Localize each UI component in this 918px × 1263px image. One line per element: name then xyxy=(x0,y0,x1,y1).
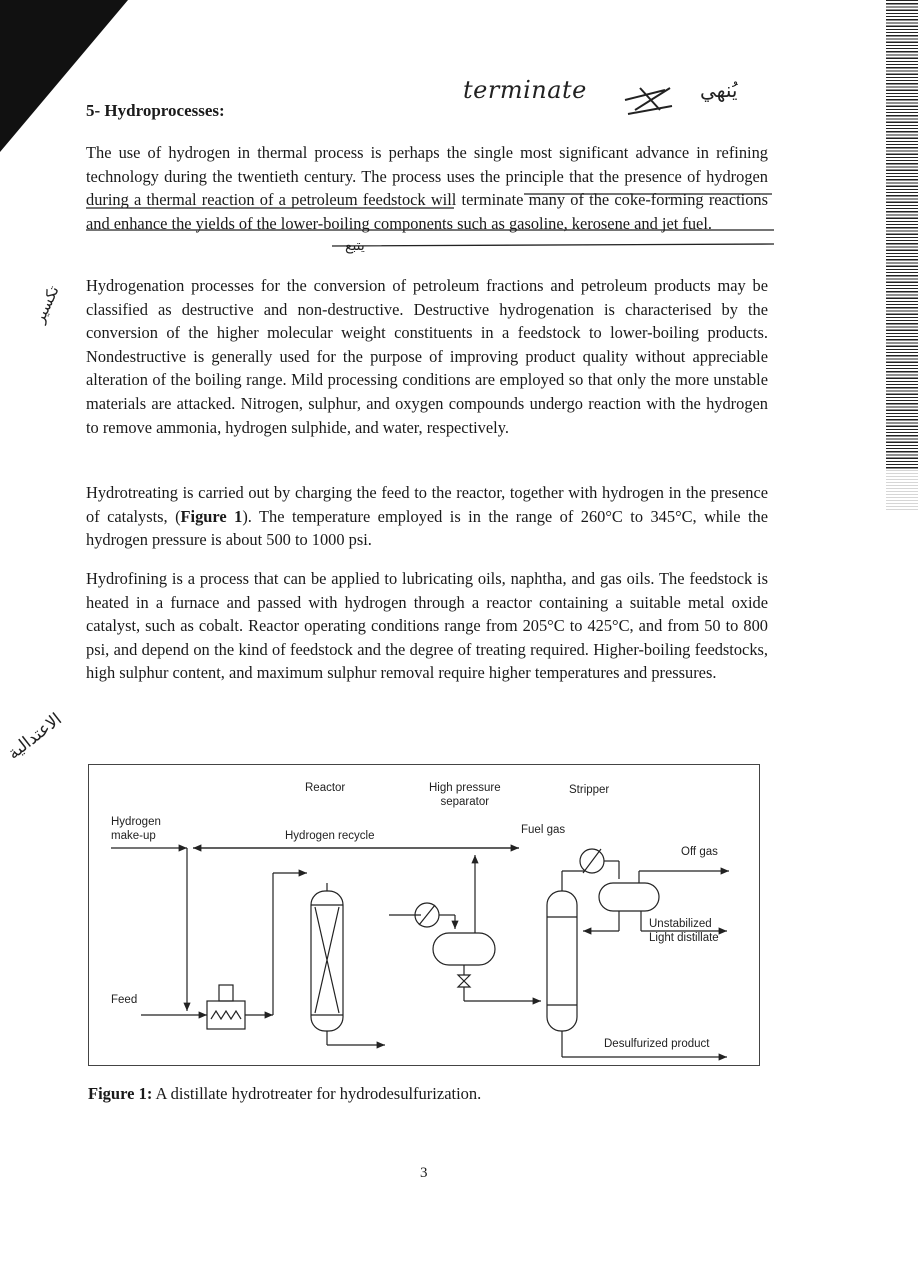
caption-label: Figure 1: xyxy=(88,1084,153,1103)
label-reactor: Reactor xyxy=(305,782,346,794)
paragraph-hydrotreating xyxy=(86,481,768,552)
label-off-gas: Off gas xyxy=(681,846,718,858)
paragraph-hydrogenation: Hydrogenation processes for the conversion of petroleum fractions and petroleum products may be classified as destructive and non-destructive. Destructive hydrogenation is characterised by the conversion of the higher molecular weight constituents in a feedstock to lower-boiling products. Nondestructive is generally used for the purpose of improving product quality without appreciable alteration of the boiling range. Mild processing conditions are employed so that only the more unstable materials are attacked. Nitrogen, sulphur, and oxygen compounds undergo reaction with the hydrogen to remove ammonia, hydrogen sulphide, and water, respectively. xyxy=(86,276,768,437)
page-number: 3 xyxy=(420,1165,428,1181)
paragraph-intro: The use of hydrogen in thermal process is perhaps the single most significant advance in refining technology during the twentieth century. The process uses the principle that the presence of hydrogen during a thermal reaction of a petroleum feedstock will terminate many of the coke-forming reactions and enhance the yields of the lower-boiling components such as gasoline, kerosene and jet fuel. xyxy=(86,143,768,233)
handwritten-margin-para4: الاعتدالية xyxy=(4,709,66,764)
hydrotreating-text-a: Hydrotreating is carried out by charging the feed to the reactor, together with hydrogen in the presence of catalysts, ( xyxy=(86,483,768,526)
label-unstabilized-light-distillate: Unstabilized Light distillate xyxy=(649,918,719,944)
label-desulfurized-product: Desulfurized product xyxy=(604,1038,710,1050)
figure-caption xyxy=(88,1084,481,1104)
scan-edge-pattern xyxy=(886,0,918,470)
label-stripper: Stripper xyxy=(569,784,610,796)
label-fuel-gas: Fuel gas xyxy=(521,824,566,836)
handwritten-scribble xyxy=(620,80,680,120)
hydrotreating-text-b: ). The temperature employed is in the range of 260°C to 345°C, while the hydrogen pressure is about 500 to 1000 psi. xyxy=(86,506,768,550)
handwritten-arabic-line3: يتبع xyxy=(345,238,365,254)
section-heading: 5- Hydroprocesses: xyxy=(86,101,225,120)
scan-corner-shadow xyxy=(0,0,140,160)
label-hydrogen-recycle: Hydrogen recycle xyxy=(285,830,375,842)
label-hydrogen-makeup: Hydrogen make-up xyxy=(111,816,161,842)
figure-hydrotreater-diagram xyxy=(88,764,760,1066)
caption-text: A distillate hydrotreater for hydrodesulfurization. xyxy=(152,1084,482,1103)
scan-edge-pattern-fade xyxy=(886,470,918,510)
label-hp-separator: High pressure separator xyxy=(429,782,501,808)
flow-diagram-lines xyxy=(89,765,759,1065)
handwritten-margin-para2: تكسير xyxy=(30,282,63,326)
handwritten-arabic-note: يُنهي xyxy=(700,78,738,102)
handwritten-underlines xyxy=(84,186,774,256)
paragraph-hydrofining: Hydrofining is a process that can be applied to lubricating oils, naphtha, and gas oils. The feedstock is heated in a furnace and passed with hydrogen through a reactor containing a suitable metal oxide catalyst, such as cobalt. Reactor operating conditions range from 205°C to 425°C, and from 50 to 800 psi, and depend on the kind of feedstock and the degree of treating required. Higher-boiling feedstocks, high sulphur content, and maximum sulphur removal require higher temperatures and pressures. xyxy=(86,569,768,683)
handwritten-note-terminate: terminate xyxy=(463,76,587,104)
label-feed: Feed xyxy=(111,994,138,1006)
figure-reference: Figure 1 xyxy=(180,506,243,526)
